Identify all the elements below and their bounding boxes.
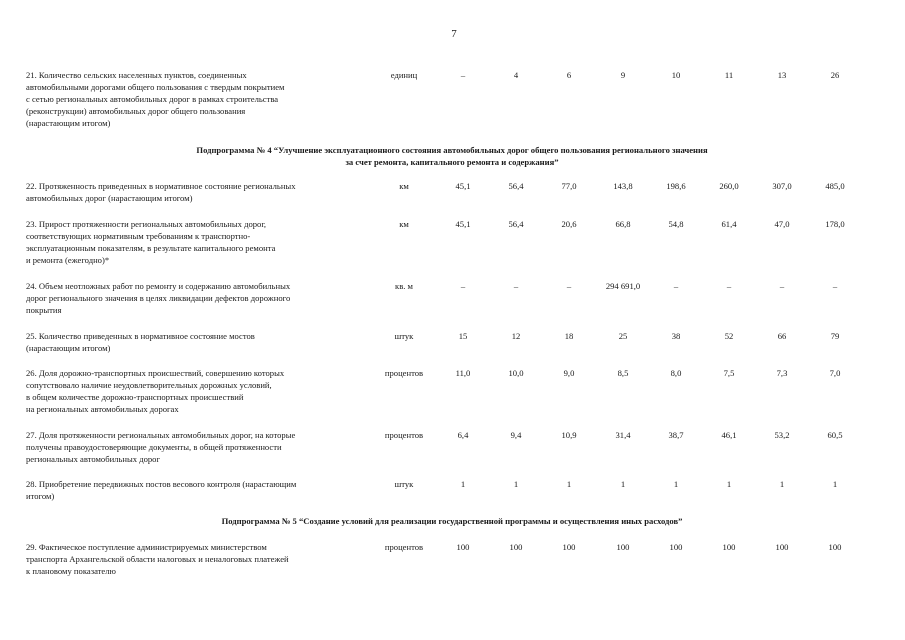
row-value: 10,0 (508, 368, 524, 378)
row-value: – (513, 281, 519, 291)
row-value: 10,9 (561, 430, 577, 440)
row-description: 26. Доля дорожно-транспортных происшествий, совершению которых сопутствовало наличие неудовлетворительных дорожных условий, в общем количестве дорожно-транспортных происшествий на региональных автомобильных дорогах (26, 368, 285, 414)
row-value: 1 (620, 479, 626, 489)
row-description: 27. Доля протяженности региональных автомобильных дорог, на которые получены правоудостоверяющие документы, в общей протяженности региональных автомобильных дорог (26, 430, 296, 464)
row-value: 100 (722, 542, 736, 552)
row-value: 9,4 (510, 430, 522, 440)
row-value: 100 (562, 542, 576, 552)
row-value: – (726, 281, 732, 291)
row-value: 38 (671, 331, 681, 341)
row-value: 100 (616, 542, 630, 552)
row-value: 143,8 (613, 181, 633, 191)
row-value: 1 (460, 479, 466, 489)
subprogram-heading: Подпрограмма № 5 “Создание условий для реализации государственной программы и осуществления иных расходов” (221, 516, 683, 526)
row-value: 100 (828, 542, 842, 552)
row-value: 26 (830, 70, 840, 80)
row-value: 1 (726, 479, 732, 489)
row-value: 178,0 (825, 219, 845, 229)
row-value: 77,0 (561, 181, 577, 191)
row-value: 1 (673, 479, 679, 489)
row-value: 15 (458, 331, 468, 341)
row-description: 21. Количество сельских населенных пунктов, соединенных автомобильными дорогами общего пользования с твердым покрытием с сетью региональных автомобильных дорог в рамках строительства (реконструкции) автомобильных дорог общего пользования (нарастающим итогом) (26, 70, 285, 128)
row-value: 1 (566, 479, 572, 489)
row-value: 46,1 (721, 430, 737, 440)
row-value: 4 (513, 70, 519, 80)
row-unit: км (399, 181, 409, 191)
row-value: 53,2 (774, 430, 790, 440)
row-value: – (460, 281, 466, 291)
row-unit: км (399, 219, 409, 229)
row-value: 31,4 (615, 430, 631, 440)
row-value: 1 (779, 479, 785, 489)
page-number: 7 (451, 28, 457, 40)
row-unit: процентов (384, 368, 424, 378)
row-value: 25 (618, 331, 628, 341)
row-value: 56,4 (508, 181, 524, 191)
row-value: – (832, 281, 838, 291)
row-value: 52 (724, 331, 734, 341)
row-value: 79 (830, 331, 840, 341)
row-value: 54,8 (668, 219, 684, 229)
row-value: 11 (724, 70, 734, 80)
row-value: – (566, 281, 572, 291)
row-value: 11,0 (455, 368, 471, 378)
row-value: 1 (832, 479, 838, 489)
row-value: 9,0 (563, 368, 575, 378)
row-unit: штук (394, 479, 414, 489)
row-value: 485,0 (825, 181, 845, 191)
row-value: 10 (671, 70, 681, 80)
row-value: 7,5 (723, 368, 735, 378)
row-value: 307,0 (772, 181, 792, 191)
row-value: 1 (513, 479, 519, 489)
row-unit: штук (394, 331, 414, 341)
row-value: 6 (566, 70, 572, 80)
row-description: 28. Приобретение передвижных постов весового контроля (нарастающим итогом) (26, 479, 297, 501)
row-value: 18 (564, 331, 574, 341)
row-value: 20,6 (561, 219, 577, 229)
row-unit: процентов (384, 430, 424, 440)
row-value: 7,0 (829, 368, 841, 378)
row-value: 47,0 (774, 219, 790, 229)
row-value: – (779, 281, 785, 291)
row-value: 13 (777, 70, 787, 80)
row-value: 100 (775, 542, 789, 552)
row-value: 9 (620, 70, 626, 80)
row-value: 8,5 (617, 368, 629, 378)
row-value: 56,4 (508, 219, 524, 229)
row-value: 38,7 (668, 430, 684, 440)
row-value: 100 (456, 542, 470, 552)
row-value: 8,0 (670, 368, 682, 378)
row-value: 66 (777, 331, 787, 341)
row-unit: процентов (384, 542, 424, 552)
row-value: 45,1 (455, 181, 471, 191)
row-value: 260,0 (719, 181, 739, 191)
row-value: 61,4 (721, 219, 737, 229)
row-value: 12 (511, 331, 521, 341)
row-value: 294 691,0 (605, 281, 641, 291)
row-description: 23. Прирост протяженности региональных автомобильных дорог, соответствующих нормативным требованиям к транспортно- эксплуатационным показателям, в результате капитального ремонта и ремонта (ежегодно)* (26, 219, 276, 265)
row-description: 24. Объем неотложных работ по ремонту и содержанию автомобильных дорог регионального значения в целях ликвидации дефектов дорожного покрытия (26, 281, 291, 315)
row-unit: единиц (390, 70, 418, 80)
row-value: 45,1 (455, 219, 471, 229)
row-value: 6,4 (457, 430, 469, 440)
row-value: 66,8 (615, 219, 631, 229)
row-value: – (673, 281, 679, 291)
row-description: 22. Протяженность приведенных в нормативное состояние региональных автомобильных дорог (нарастающим итогом) (26, 181, 296, 203)
row-unit: кв. м (395, 281, 413, 291)
row-value: 100 (509, 542, 523, 552)
row-value: 60,5 (827, 430, 843, 440)
row-value: 100 (669, 542, 683, 552)
row-value: – (460, 70, 466, 80)
row-value: 7,3 (776, 368, 788, 378)
row-description: 29. Фактическое поступление администрируемых министерством транспорта Архангельской области налоговых и неналоговых платежей к плановому показателю (26, 542, 289, 576)
row-value: 198,6 (666, 181, 686, 191)
row-description: 25. Количество приведенных в нормативное состояние мостов (нарастающим итогом) (26, 331, 255, 353)
subprogram-heading: Подпрограмма № 4 “Улучшение эксплуатационного состояния автомобильных дорог общего пользования регионального значения за счет ремонта, капитального ремонта и содержания” (196, 145, 708, 167)
